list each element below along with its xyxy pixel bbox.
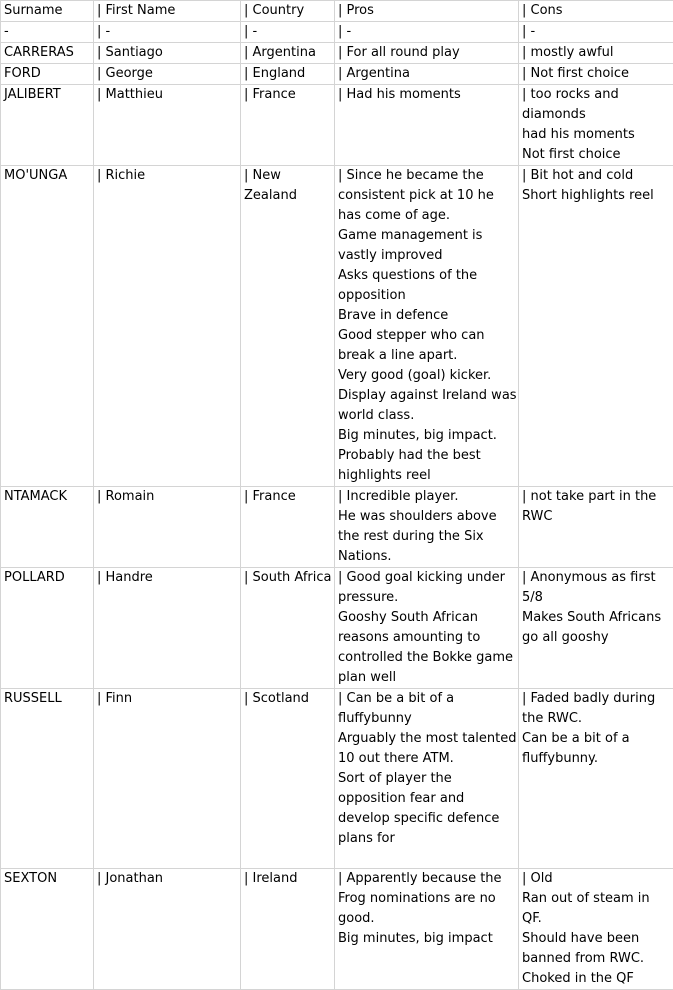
cell-first-name[interactable]: | Handre xyxy=(94,568,241,689)
cell-cons[interactable] xyxy=(519,85,673,166)
cell-pros-line: Brave in defence xyxy=(338,306,518,326)
cell-cons-line: Makes South Africans go all gooshy xyxy=(522,608,673,648)
header-row xyxy=(1,1,673,22)
cell-cons[interactable] xyxy=(519,487,673,568)
cell-cons[interactable] xyxy=(519,166,673,487)
cell-pros[interactable] xyxy=(335,64,519,85)
cell-pros-line: | Argentina xyxy=(338,64,518,84)
cell-pros-line: Display against Ireland was world class. xyxy=(338,386,518,426)
table-body xyxy=(1,1,673,990)
cell-pros-line: | Had his moments xyxy=(338,85,518,105)
cell-country[interactable]: | Scotland xyxy=(241,689,335,869)
cell-pros[interactable] xyxy=(335,487,519,568)
cell-surname[interactable]: JALIBERT xyxy=(1,85,94,166)
table-row xyxy=(1,64,673,85)
cell-country[interactable]: | Ireland xyxy=(241,869,335,990)
cell-cons[interactable] xyxy=(519,64,673,85)
cell-cons-line: Ran out of steam in QF. xyxy=(522,889,673,929)
cell-first-name[interactable]: | Jonathan xyxy=(94,869,241,990)
cell-pros-line: Probably had the best highlights reel xyxy=(338,446,518,486)
cell-cons-line: Should have been banned from RWC. xyxy=(522,929,673,969)
cell-pros-line: Game management is vastly improved xyxy=(338,226,518,266)
cell-cons-line: | Bit hot and cold xyxy=(522,166,673,186)
cell-first-name[interactable]: | Matthieu xyxy=(94,85,241,166)
cell-cons-line: | too rocks and diamonds xyxy=(522,85,673,125)
cell-pros-line: Sort of player the opposition fear and develop specific defence plans for xyxy=(338,769,518,849)
cell-first-name[interactable]: | Richie xyxy=(94,166,241,487)
cell-pros[interactable] xyxy=(335,43,519,64)
cell-cons[interactable] xyxy=(519,43,673,64)
cell-cons-line: | Not first choice xyxy=(522,64,673,84)
cell-first-name[interactable]: | Santiago xyxy=(94,43,241,64)
cell-pros-line: | Incredible player. xyxy=(338,487,518,507)
cell-cons-line: had his moments xyxy=(522,125,673,145)
table-row xyxy=(1,85,673,166)
cell-cons-line: | Old xyxy=(522,869,673,889)
cell-first-name[interactable]: | George xyxy=(94,64,241,85)
cell-cons[interactable] xyxy=(519,689,673,869)
table-row xyxy=(1,869,673,990)
cell-cons-line: | Faded badly during the RWC. xyxy=(522,689,673,729)
table-row xyxy=(1,689,673,869)
cell-pros-line: | Apparently because the Frog nominations are no good. xyxy=(338,869,518,929)
cell-cons-line: Choked in the QF xyxy=(522,969,673,989)
header-pros[interactable]: | Pros xyxy=(335,1,519,22)
cell-first-name[interactable]: | Romain xyxy=(94,487,241,568)
separator-cell[interactable]: | - xyxy=(241,22,335,43)
cell-pros-line: Big minutes, big impact. xyxy=(338,426,518,446)
cell-cons-line: Can be a bit of a fluffybunny. xyxy=(522,729,673,769)
table-row xyxy=(1,43,673,64)
cell-pros[interactable] xyxy=(335,166,519,487)
cell-pros-line: Big minutes, big impact xyxy=(338,929,518,949)
cell-cons[interactable] xyxy=(519,869,673,990)
header-first-name[interactable]: | First Name xyxy=(94,1,241,22)
cell-country[interactable]: | France xyxy=(241,487,335,568)
cell-pros[interactable] xyxy=(335,689,519,869)
cell-cons-line: | mostly awful xyxy=(522,43,673,63)
cell-country[interactable]: | New Zealand xyxy=(241,166,335,487)
cell-pros-line: He was shoulders above the rest during the Six Nations. xyxy=(338,507,518,567)
cell-first-name[interactable]: | Finn xyxy=(94,689,241,869)
table-row xyxy=(1,166,673,487)
cell-surname[interactable]: FORD xyxy=(1,64,94,85)
cell-pros-line: Gooshy South African reasons amounting to controlled the Bokke game plan well xyxy=(338,608,518,688)
cell-pros-line: | For all round play xyxy=(338,43,518,63)
separator-cell[interactable]: | - xyxy=(519,22,673,43)
table-row xyxy=(1,487,673,568)
cell-surname[interactable]: MO'UNGA xyxy=(1,166,94,487)
cell-pros[interactable] xyxy=(335,568,519,689)
cell-pros-line: | Since he became the consistent pick at 10 he has come of age. xyxy=(338,166,518,226)
header-country[interactable]: | Country xyxy=(241,1,335,22)
cell-surname[interactable]: CARRERAS xyxy=(1,43,94,64)
cell-cons[interactable] xyxy=(519,568,673,689)
cell-country[interactable]: | South Africa xyxy=(241,568,335,689)
cell-pros-line: Good stepper who can break a line apart. xyxy=(338,326,518,366)
cell-cons-line: Not first choice xyxy=(522,145,673,165)
cell-pros[interactable] xyxy=(335,85,519,166)
header-cons[interactable]: | Cons xyxy=(519,1,673,22)
cell-country[interactable]: | Argentina xyxy=(241,43,335,64)
cell-pros-line: | Can be a bit of a fluffybunny xyxy=(338,689,518,729)
cell-surname[interactable]: POLLARD xyxy=(1,568,94,689)
cell-pros-line: | Good goal kicking under pressure. xyxy=(338,568,518,608)
cell-country[interactable]: | France xyxy=(241,85,335,166)
cell-country[interactable]: | England xyxy=(241,64,335,85)
cell-pros-line: Arguably the most talented 10 out there ATM. xyxy=(338,729,518,769)
separator-cell[interactable]: - xyxy=(1,22,94,43)
cell-surname[interactable]: RUSSELL xyxy=(1,689,94,869)
separator-cell[interactable]: | - xyxy=(335,22,519,43)
table-row xyxy=(1,568,673,689)
cell-pros-line: Asks questions of the opposition xyxy=(338,266,518,306)
cell-pros-line: Very good (goal) kicker. xyxy=(338,366,518,386)
cell-cons-line: | Anonymous as first 5/8 xyxy=(522,568,673,608)
header-surname[interactable]: Surname xyxy=(1,1,94,22)
cell-pros[interactable] xyxy=(335,869,519,990)
cell-cons-line: Short highlights reel xyxy=(522,186,673,206)
cell-surname[interactable]: SEXTON xyxy=(1,869,94,990)
cell-cons-line: | not take part in the RWC xyxy=(522,487,673,527)
separator-cell[interactable]: | - xyxy=(94,22,241,43)
separator-row xyxy=(1,22,673,43)
cell-surname[interactable]: NTAMACK xyxy=(1,487,94,568)
